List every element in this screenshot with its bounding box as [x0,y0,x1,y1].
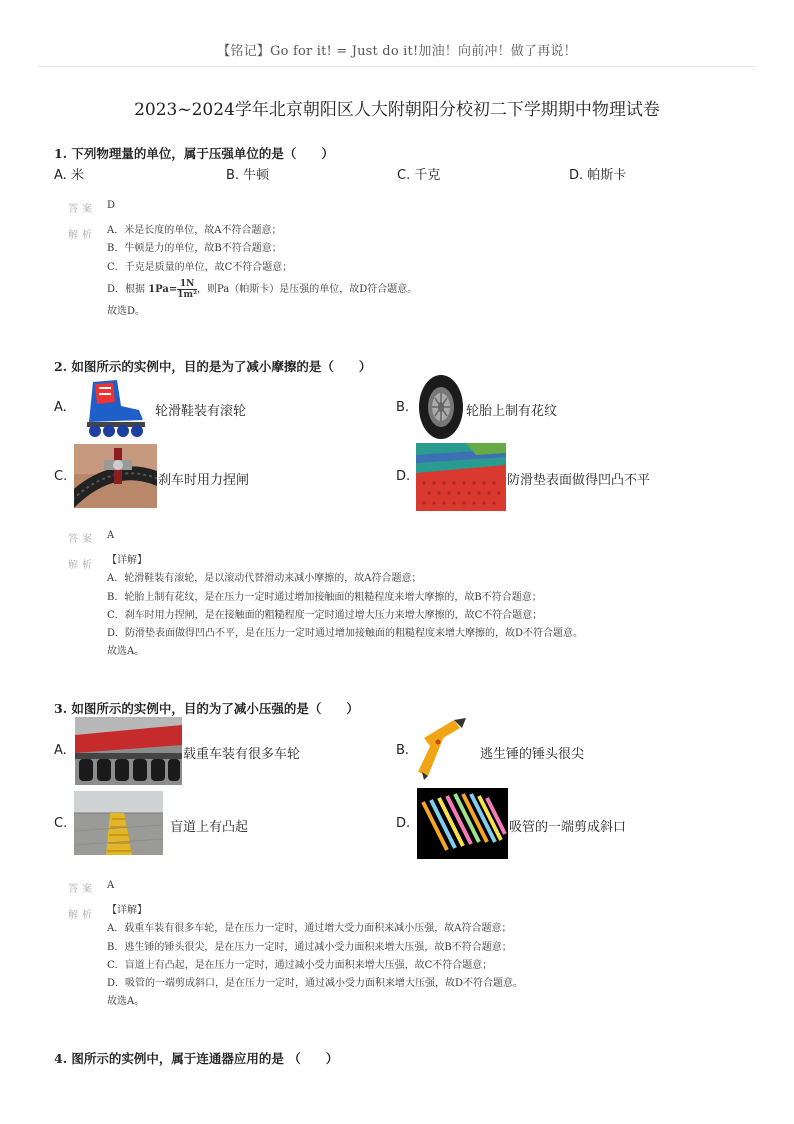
question-4-stem: 4. 图所示的实例中，属于连通器应用的是 （ ） [54,1051,339,1066]
page-title: 2023~2024学年北京朝阳区人大附朝阳分校初二下学期期中物理试卷 [134,100,660,120]
question-3-option-a-caption[interactable]: 载重车装有很多车轮 [183,747,301,762]
question-2-option-d-letter[interactable]: D. [396,469,411,484]
analysis-line: A．轮滑鞋装有滚轮，是以滚动代替滑动来减小摩擦的，故A符合题意； [107,573,422,585]
question-2-analysis-label: 解析 [68,560,96,571]
question-3-option-d-caption[interactable]: 吸管的一端剪成斜口 [509,820,627,835]
question-2-option-d-caption[interactable]: 防滑垫表面做得凹凸不平 [507,473,651,488]
question-2-option-a-caption[interactable]: 轮滑鞋装有滚轮 [155,404,247,419]
question-3-option-d-letter[interactable]: D. [396,816,411,831]
analysis-line: C．千克是质量的单位，故C不符合题意； [107,261,293,273]
header-motto: 【铭记】Go for it! = Just do it!加油！向前冲！做了再说！ [217,44,577,59]
header-divider [38,66,756,67]
analysis-line-formula [107,277,747,303]
question-3-option-b-caption[interactable]: 逃生锤的锤头很尖 [480,747,585,762]
question-3-option-b-letter[interactable]: B. [396,743,410,758]
question-1-option-a[interactable]: A. 米 [54,168,84,183]
fraction-numerator: 1N [177,279,197,290]
tire-image [417,373,465,441]
analysis-line: D．吸管的一端剪成斜口，是在压力一定时，通过减小受力面积来增大压强，故D不符合题意。 [107,978,524,990]
question-3-answer: A [107,880,115,891]
roller-skate-image [75,376,149,438]
heavy-truck-image [75,717,182,785]
question-3-analysis-label: 解析 [68,910,96,921]
question-1-option-d[interactable]: D. 帕斯卡 [569,168,627,183]
analysis-line: A．米是长度的单位，故A不符合题意； [107,225,282,236]
question-1-option-b[interactable]: B. 牛顿 [226,168,270,183]
question-3-answer-label: 答案 [68,884,96,895]
analysis-line: B．轮胎上制有花纹，是在压力一定时通过增加接触面的粗糙程度来增大摩擦的，故B不符合题意； [107,591,542,603]
escape-hammer-image [414,716,480,782]
question-3-option-a-letter[interactable]: A. [54,743,67,758]
analysis-line: 【详解】 [107,905,147,916]
question-1-answer: D [107,200,116,211]
question-2-analysis [107,552,747,662]
question-1-analysis [107,222,747,321]
question-1-stem: 1. 下列物理量的单位，属于压强单位的是（ ） [54,146,334,161]
question-3-stem: 3. 如图所示的实例中，目的为了减小压强的是（ ） [54,701,359,716]
anti-slip-mat-image [416,443,506,511]
pressure-fraction [177,279,197,300]
analysis-d-prefix: D．根据 [107,283,146,295]
question-2-option-c-letter[interactable]: C. [54,469,68,484]
question-2-answer-label: 答案 [68,534,96,545]
analysis-d-suffix: ，则Pa（帕斯卡）是压强的单位，故D符合题意。 [197,283,418,295]
analysis-line: 故选D。 [107,305,146,317]
analysis-line: B．逃生锤的锤头很尖，是在压力一定时，通过减小受力面积来增大压强，故B不符合题意； [107,941,512,953]
question-3-option-c-caption[interactable]: 盲道上有凸起 [170,820,249,835]
question-2-option-c-caption[interactable]: 刹车时用力捏闸 [158,473,250,488]
analysis-line: C．盲道上有凸起，是在压力一定时，通过减小受力面积来增大压强，故C不符合题意； [107,959,493,971]
question-3-analysis [107,902,747,1012]
analysis-d-equation: 1Pa= [148,283,178,295]
question-2-option-b-letter[interactable]: B. [396,400,410,415]
fraction-denominator: 1m² [177,289,198,300]
straws-image [417,788,508,859]
question-1-option-c[interactable]: C. 千克 [397,168,441,183]
analysis-line: 【详解】 [107,555,147,566]
question-1-answer-label: 答案 [68,204,96,215]
tactile-paving-image [74,791,163,855]
question-2-option-a-letter[interactable]: A. [54,400,67,415]
question-3-option-c-letter[interactable]: C. [54,816,68,831]
analysis-line: C．刹车时用力捏闸，是在接触面的粗糙程度一定时通过增大压力来增大摩擦的，故C不符合题意； [107,609,543,621]
analysis-line: B．牛顿是力的单位，故B不符合题意； [107,243,282,255]
analysis-line: 故选A。 [107,996,145,1008]
question-2-option-b-caption[interactable]: 轮胎上制有花纹 [466,404,558,419]
analysis-line: 故选A。 [107,646,145,658]
question-1-analysis-label: 解析 [68,230,96,241]
analysis-line: D．防滑垫表面做得凹凸不平，是在压力一定时通过增加接触面的粗糙程度来增大摩擦的，故D不符合题意。 [107,628,584,640]
bike-brake-image [74,444,157,508]
question-2-answer: A [107,530,115,541]
question-2-stem: 2. 如图所示的实例中，目的是为了减小摩擦的是（ ） [54,359,372,374]
analysis-line: A．载重车装有很多车轮，是在压力一定时，通过增大受力面积来减小压强，故A符合题意； [107,923,512,935]
